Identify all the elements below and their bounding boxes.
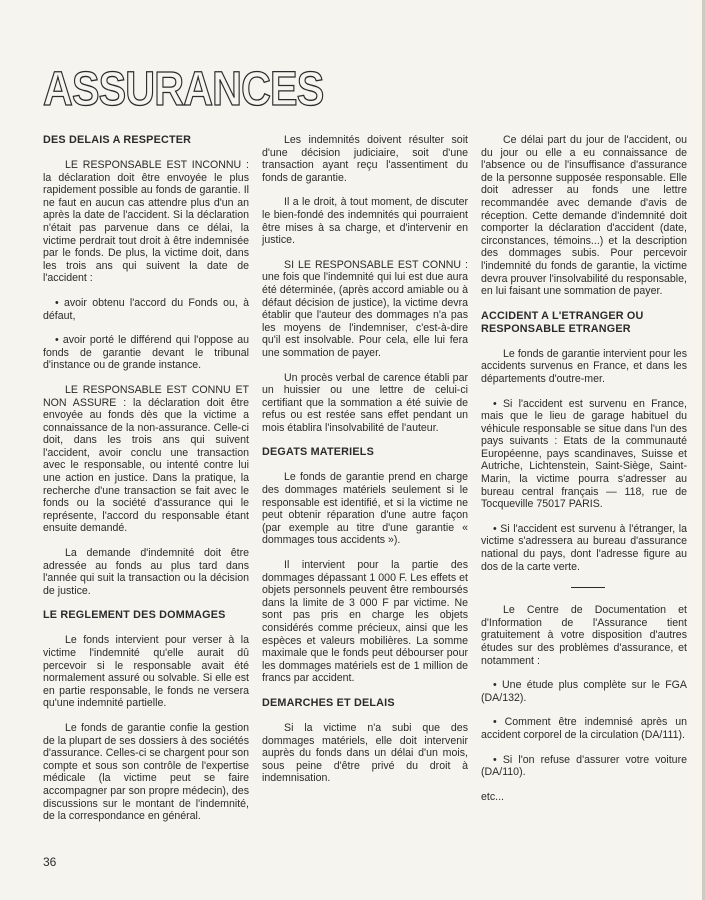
column-2 bbox=[262, 134, 468, 797]
bullet-item: • Une étude plus complète sur le FGA (DA/132). bbox=[481, 679, 687, 704]
bullet-item: • Si l'on refuse d'assurer votre voiture (DA/110). bbox=[481, 753, 687, 779]
column-1 bbox=[43, 134, 249, 835]
paragraph: Le fonds de garantie intervient pour les accidents survenus en France, et dans les départements d'outre-mer. bbox=[481, 347, 687, 385]
bullet-item: • Comment être indemnisé après un accident corporel de la circulation (DA/111). bbox=[481, 716, 687, 741]
paragraph: Si la victime n'a subi que des dommages matériels, elle doit intervenir auprès du fonds dans un délai d'un mois, sous peine d'être privé du droit à indemnisation. bbox=[262, 721, 468, 785]
paragraph: LE RESPONSABLE EST CONNU ET NON ASSURE : la déclaration doit être envoyée au fonds dès que la victime a connaissance de la non-assurance. Celle-ci doit, dans les trois ans qui suivent l'accident, avoir conclu une transaction avec le responsable, ou intenté contre lui une action en justice. Dans la pratique, la recherche d'une transaction se fait avec le fonds ou la société d'assurance qui le représente, l'accord du responsable étant ensuite demandé. bbox=[43, 383, 249, 535]
section-heading-reglement: LE REGLEMENT DES DOMMAGES bbox=[43, 609, 226, 622]
paragraph: Ce délai part du jour de l'accident, ou du jour ou elle a eu connaissance de l'absence ou de l'insuffisance d'assurance de la personne supposée responsable. Elle doit adresser au fonds une lettre recommandée avec demande d'avis de réception. Cette demande d'indemnité doit comporter la déclaration d'accident (date, circonstances, témoins...) et la description des dommages subis. Pour percevoir l'indemnité du fonds de garantie, la victime devra prouver l'insolvabilité du responsable, en lui faisant une sommation de payer. bbox=[481, 134, 687, 298]
section-heading-etranger: ACCIDENT A L'ETRANGER OU RESPONSABLE ETRANGER bbox=[481, 309, 644, 335]
closing-etc: etc... bbox=[481, 790, 504, 803]
page-title: ASSURANCES bbox=[43, 63, 324, 116]
paragraph: Le fonds de garantie prend en charge des dommages matériels seulement si le responsable est identifié, et si la victime ne peut obtenir réparation d'une autre façon (par exemple au titre d'une garantie « dommages tous accidents »). bbox=[262, 471, 468, 547]
page-number: 36 bbox=[43, 855, 57, 869]
paragraph: Il a le droit, à tout moment, de discuter le bien-fondé des indemnités qui pourraient être mises à sa charge, et d'intervenir en justice. bbox=[262, 196, 468, 247]
paragraph: LE RESPONSABLE EST INCONNU : la déclaration doit être envoyée le plus rapidement possible au fonds de garantie. Il ne faut en aucun cas attendre plus d'un an après la date de l'accident. Si la déclaration n'était pas parvenue dans ce délai, la victime perdrait tout droit à être indemnisée par le fonds. De plus, la victime doit, dans les trois ans qui suivent la date de l'accident : bbox=[43, 159, 249, 285]
paragraph: Le Centre de Documentation et d'Information de l'Assurance tient gratuitement à votre disposition d'autres études sur des problèmes d'assurance, et notamment : bbox=[481, 604, 687, 667]
paragraph: Le fonds de garantie confie la gestion de la plupart de ses dossiers à des sociétés d'assurance. Celles-ci se chargent pour son compte et sous son contrôle de l'expertise médicale (la victime peut se faire accompagner par son propre médecin), des discussions sur le montant de l'indemnité, de la correspondance en général. bbox=[43, 721, 249, 823]
bullet-item: • avoir obtenu l'accord du Fonds ou, à défaut, bbox=[43, 296, 249, 322]
paragraph: Il intervient pour la partie des dommages dépassant 1 000 F. Les effets et objets personnels peuvent être remboursés dans la limite de 3 000 F par victime. Ne sont pas pris en charge les objets considérés comme précieux, ainsi que les espèces et valeurs mobilières. La somme maximale que le fonds peut débourser pour les dommages matériels est de 1 million de francs par accident. bbox=[262, 559, 468, 685]
bullet-item: • avoir porté le différend qui l'oppose au fonds de garantie devant le tribunal d'instance ou de grande instance. bbox=[43, 334, 249, 372]
column-3 bbox=[481, 134, 687, 815]
paragraph: SI LE RESPONSABLE EST CONNU : une fois que l'indemnité qui lui est due aura été déterminée, (après accord amiable ou à défaut décision de justice), la victime devra établir que l'auteur des dommages n'a pas les moyens de l'indemniser, c'est-à-dire qu'il est insolvable. Pour cela, elle lui fera une sommation de payer. bbox=[262, 258, 468, 359]
section-heading-delais: DES DELAIS A RESPECTER bbox=[43, 134, 192, 146]
paragraph: La demande d'indemnité doit être adressée au fonds au plus tard dans l'année qui suit la transaction ou la décision de justice. bbox=[43, 547, 249, 597]
paragraph: Les indemnités doivent résulter soit d'une décision judiciaire, soit d'une transaction ayant reçu l'assentiment du fonds de garantie. bbox=[262, 134, 468, 184]
paragraph: Un procès verbal de carence établi par un huissier ou une lettre de celui-ci certifiant que la sommation a été suivie de refus ou est restée sans effet pendant un mois établira l'insolvabilité de l'auteur. bbox=[262, 371, 468, 434]
bullet-item: • Si l'accident est survenu en France, mais que le lieu de garage habituel du véhicule responsable se situe dans l'un des pays suivants : Etats de la communauté Européenne, pays scandinaves, Suisse et Autriche, Lichtenstein, Saint-Siège, Saint-Marin, la victime pourra s'adresser au bureau central français — 118, rue de Tocqueville 75017 PARIS. bbox=[481, 397, 687, 511]
bullet-item: • Si l'accident est survenu à l'étranger, la victime s'adressera au bureau d'assurance national du pays, dont l'adresse figure au dos de la carte verte. bbox=[481, 522, 687, 573]
section-heading-degats: DEGATS MATERIELS bbox=[262, 446, 374, 459]
section-heading-demarches: DEMARCHES ET DELAIS bbox=[262, 696, 395, 709]
divider bbox=[571, 587, 605, 588]
paragraph: Le fonds intervient pour verser à la victime l'indemnité qu'elle aurait dû percevoir si le responsable avait été normalement assuré ou solvable. Si elle est en partie responsable, le fonds ne versera qu'une indemnité partielle. bbox=[43, 634, 249, 710]
